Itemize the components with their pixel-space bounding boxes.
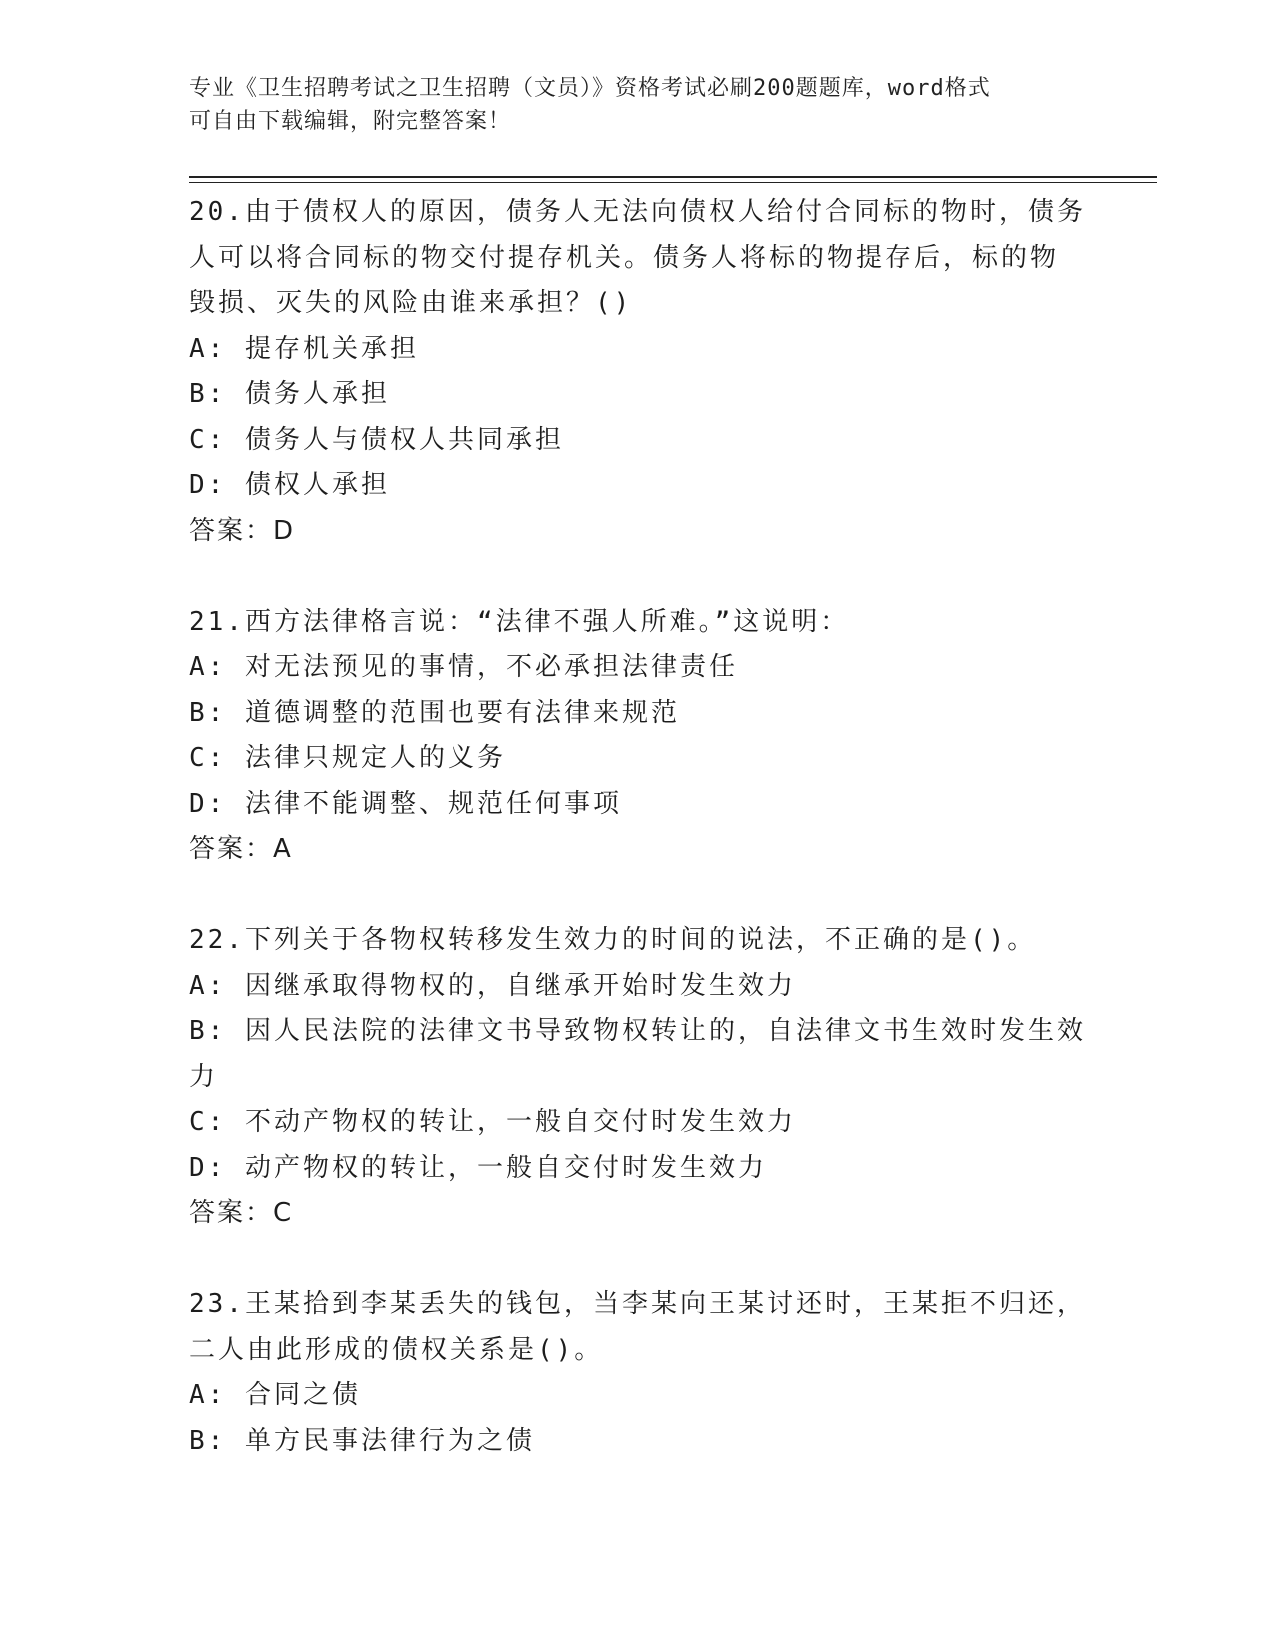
option-d: D: 动产物权的转让，一般自交付时发生效力 xyxy=(189,1152,767,1183)
question-stem-line: 23.王某拾到李某丢失的钱包，当李某向王某讨还时，王某拒不归还， xyxy=(189,1289,1086,1319)
question-stem-line: 20.由于债权人的原因，债务人无法向债权人给付合同标的物时，债务 xyxy=(189,197,1086,227)
option-b: B: 因人民法院的法律文书导致物权转让的，自法律文书生效时发生效 xyxy=(189,1016,1086,1046)
option-a: A: 因继承取得物权的，自继承开始时发生效力 xyxy=(189,970,796,1001)
header-title-line-2: 可自由下载编辑，附完整答案！ xyxy=(189,109,512,134)
answer-line: 答案：D xyxy=(189,515,296,546)
question-stem-line: 21.西方法律格言说：“法律不强人所难。”这说明： xyxy=(189,606,850,637)
header-title-line-1: 专业《卫生招聘考试之卫生招聘（文员）》资格考试必刷200题题库，word格式 xyxy=(189,76,991,101)
question-23 xyxy=(189,1282,1089,1464)
option-a: A: 对无法预见的事情，不必承担法律责任 xyxy=(189,652,738,682)
header-divider-thin xyxy=(189,182,1157,183)
document-header xyxy=(189,72,1089,138)
option-b: B: 单方民事法律行为之债 xyxy=(189,1425,535,1456)
option-c: C: 法律只规定人的义务 xyxy=(189,743,506,773)
question-22 xyxy=(189,918,1089,1237)
option-b: B: 债务人承担 xyxy=(189,379,390,409)
answer-line: 答案：C xyxy=(189,1198,294,1228)
option-d: D: 债权人承担 xyxy=(189,470,390,500)
question-stem-line: 22.下列关于各物权转移发生效力的时间的说法，不正确的是()。 xyxy=(189,925,1037,955)
question-list xyxy=(189,190,1089,1510)
option-a: A: 提存机关承担 xyxy=(189,333,419,364)
question-21 xyxy=(189,600,1089,873)
question-20 xyxy=(189,190,1089,554)
option-b: B: 道德调整的范围也要有法律来规范 xyxy=(189,697,680,728)
header-divider-thick xyxy=(189,176,1157,178)
question-stem-line: 二人由此形成的债权关系是()。 xyxy=(189,1334,604,1365)
option-c: C: 债务人与债权人共同承担 xyxy=(189,424,564,455)
question-stem-line: 人可以将合同标的物交付提存机关。债务人将标的物提存后，标的物 xyxy=(189,242,1060,273)
option-a: A: 合同之债 xyxy=(189,1380,361,1410)
option-c: C: 不动产物权的转让，一般自交付时发生效力 xyxy=(189,1107,796,1137)
question-stem-line: 毁损、灭失的风险由谁来承担？() xyxy=(189,288,633,318)
option-b-continued: 力 xyxy=(189,1061,219,1092)
option-d: D: 法律不能调整、规范任何事项 xyxy=(189,788,622,819)
answer-line: 答案：A xyxy=(189,834,293,864)
